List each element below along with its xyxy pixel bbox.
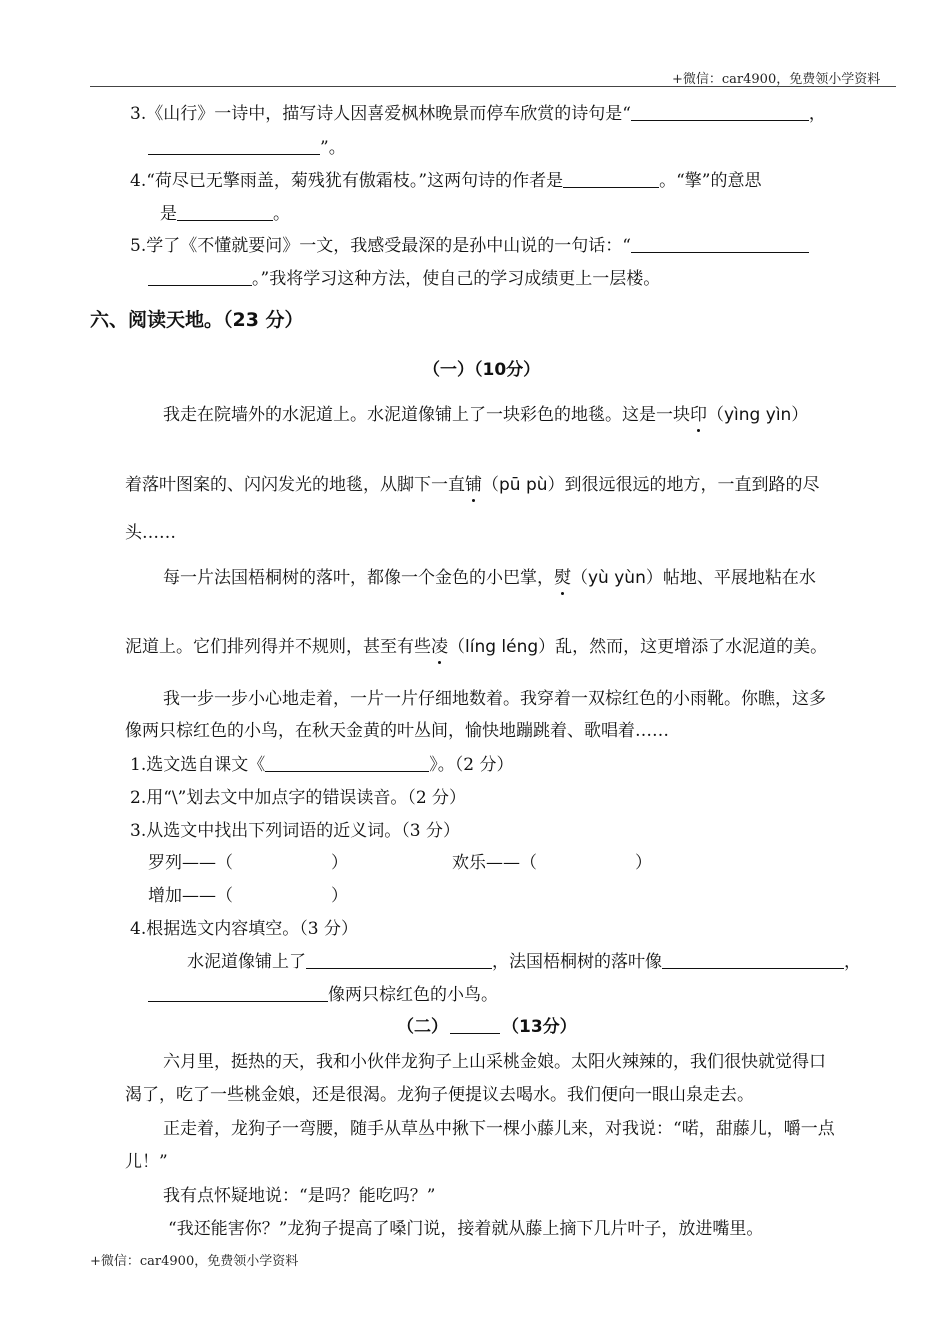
poem-q3-line1 — [130, 99, 826, 124]
synonym-close-3: ） — [331, 886, 348, 906]
pinyin-pu: （pū pù） — [482, 475, 565, 495]
passage1-p1-text1: 我走在院墙外的水泥道上。水泥道像铺上了一块彩色的地毯。这是一块 — [163, 405, 690, 425]
fill-text-1: 水泥道像铺上了 — [187, 952, 306, 972]
dotted-char-yin: 印 — [690, 400, 707, 425]
passage1-q1-score: 》。（2 分） — [429, 755, 514, 775]
passage2-p2-line1: 正走着，龙狗子一弯腰，随手从草丛中揪下一棵小藤儿来，对我说：“喏，甜藤儿，嚼一点 — [163, 1119, 835, 1139]
passage1-q1-blank[interactable] — [265, 754, 429, 772]
passage1-p2-text2: 帖地、平展地粘在水 — [662, 568, 816, 588]
poem-q4-text3: 是 — [160, 204, 177, 224]
passage1-fill-line2 — [148, 980, 498, 1005]
passage2-title-score: （13分） — [502, 1017, 577, 1037]
passage1-p2-line2 — [125, 632, 827, 657]
synonym-label-3: 增加——（ — [148, 886, 233, 906]
passage1-title: （一）（10分） — [423, 360, 541, 380]
passage1-p1-line3: 头…… — [125, 523, 176, 543]
passage1-q3: 3.从选文中找出下列词语的近义词。（3 分） — [130, 821, 460, 841]
passage1-p3-line1: 我一步一步小心地走着，一片一片仔细地数着。我穿着一双棕红色的小雨靴。你瞧，这多 — [163, 689, 826, 709]
passage1-p1-text3: 到很远很远的地方，一直到路的尽 — [564, 475, 820, 495]
synonym-row-3 — [148, 881, 348, 906]
poem-q4-text2: 。“擎”的意思 — [659, 171, 762, 191]
poem-q4-line1 — [130, 166, 762, 191]
synonym-close-1: ） — [331, 853, 348, 873]
passage2-p4: “我还能害你？”龙狗子提高了嗓门说，接着就从藤上摘下几片叶子，放进嘴里。 — [168, 1219, 764, 1239]
poem-q5-blank1[interactable] — [631, 235, 809, 253]
passage1-p1-line1 — [163, 400, 808, 425]
fill-blank-3[interactable] — [148, 984, 328, 1002]
pinyin-yin: （yìng yìn） — [707, 405, 809, 425]
poem-q5-line1 — [130, 231, 809, 256]
poem-q3-comma: ， — [808, 104, 826, 124]
passage1-p2-text3: 泥道上。它们排列得并不规则，甚至有些 — [125, 637, 431, 657]
poem-q5-blank2[interactable] — [148, 268, 252, 286]
passage1-q4: 4.根据选文内容填空。（3 分） — [130, 919, 358, 939]
fill-text-4: 像两只棕红色的小鸟。 — [328, 985, 498, 1005]
dotted-char-ling: 凌 — [431, 632, 448, 657]
passage1-p2-line1 — [163, 563, 816, 588]
passage1-p3-line2: 像两只棕红色的小鸟，在秋天金黄的叶丛间，愉快地蹦跳着、歌唱着…… — [125, 721, 669, 741]
dotted-char-yun: 熨 — [554, 563, 571, 588]
passage2-title-prefix: （二） — [397, 1017, 448, 1037]
fill-blank-1[interactable] — [306, 951, 492, 969]
passage2-p1-line1: 六月里，挺热的天，我和小伙伴龙狗子上山采桃金娘。太阳火辣辣的，我们很快就觉得口 — [163, 1052, 826, 1072]
poem-q5-text2: 。”我将学习这种方法，使自己的学习成绩更上一层楼。 — [252, 269, 661, 289]
pinyin-ling: （líng léng） — [448, 637, 556, 657]
poem-q4-blank1[interactable] — [563, 170, 659, 188]
footer-note: +微信：car4900，免费领小学资料 — [90, 1254, 299, 1269]
passage1-p2-text1: 每一片法国梧桐树的落叶，都像一个金色的小巴掌， — [163, 568, 554, 588]
poem-q4-text: 4.“荷尽已无擎雨盖，菊残犹有傲霜枝。”这两句诗的作者是 — [130, 171, 564, 191]
poem-q3-line2 — [148, 133, 346, 158]
header-note: +微信：car4900，免费领小学资料 — [672, 72, 881, 87]
poem-q5-text: 5.学了《不懂就要问》一文，我感受最深的是孙中山说的一句话：“ — [130, 236, 631, 256]
poem-q5-line2 — [148, 264, 660, 289]
passage1-p1-line2 — [125, 470, 820, 495]
section-6-title: 六、阅读天地。（23 分） — [90, 309, 304, 331]
poem-q3-blank2[interactable] — [148, 137, 320, 155]
synonym-label-1: 罗列——（ — [148, 853, 233, 873]
poem-q3-text: 3.《山行》一诗中，描写诗人因喜爱枫林晚景而停车欣赏的诗句是“ — [130, 104, 631, 124]
synonym-row-2 — [452, 848, 652, 873]
synonym-close-2: ） — [635, 853, 652, 873]
passage1-q1-text: 1.选文选自课文《 — [130, 755, 266, 775]
synonym-label-2: 欢乐——（ — [452, 853, 537, 873]
passage1-q1 — [130, 750, 513, 775]
poem-q3-end: ”。 — [320, 138, 346, 158]
passage1-p2-text4: 乱，然而，这更增添了水泥道的美。 — [555, 637, 828, 657]
passage2-p3: 我有点怀疑地说：“是吗？能吃吗？” — [163, 1186, 436, 1206]
fill-text-2: ，法国梧桐树的落叶像 — [492, 952, 662, 972]
synonym-row-1 — [148, 848, 348, 873]
poem-q3-blank1[interactable] — [631, 103, 809, 121]
dotted-char-pu: 铺 — [465, 470, 482, 495]
fill-text-3: ， — [844, 952, 861, 972]
poem-q4-blank2[interactable] — [177, 203, 273, 221]
fill-blank-2[interactable] — [662, 951, 844, 969]
passage2-p2-line2: 儿！” — [125, 1152, 168, 1172]
header-rule — [90, 86, 896, 87]
passage1-fill-line1 — [187, 947, 861, 972]
passage1-q2: 2.用“\”划去文中加点字的错误读音。（2 分） — [130, 788, 467, 808]
poem-q4-line2 — [160, 199, 290, 224]
passage2-title — [397, 1012, 577, 1037]
poem-q4-end: 。 — [273, 204, 290, 224]
passage2-title-blank[interactable] — [450, 1016, 500, 1034]
passage1-p1-text2: 着落叶图案的、闪闪发光的地毯，从脚下一直 — [125, 475, 465, 495]
passage2-p1-line2: 渴了，吃了一些桃金娘，还是很渴。龙狗子便提议去喝水。我们便向一眼山泉走去。 — [125, 1085, 754, 1105]
pinyin-yun: （yù yùn） — [571, 568, 663, 588]
